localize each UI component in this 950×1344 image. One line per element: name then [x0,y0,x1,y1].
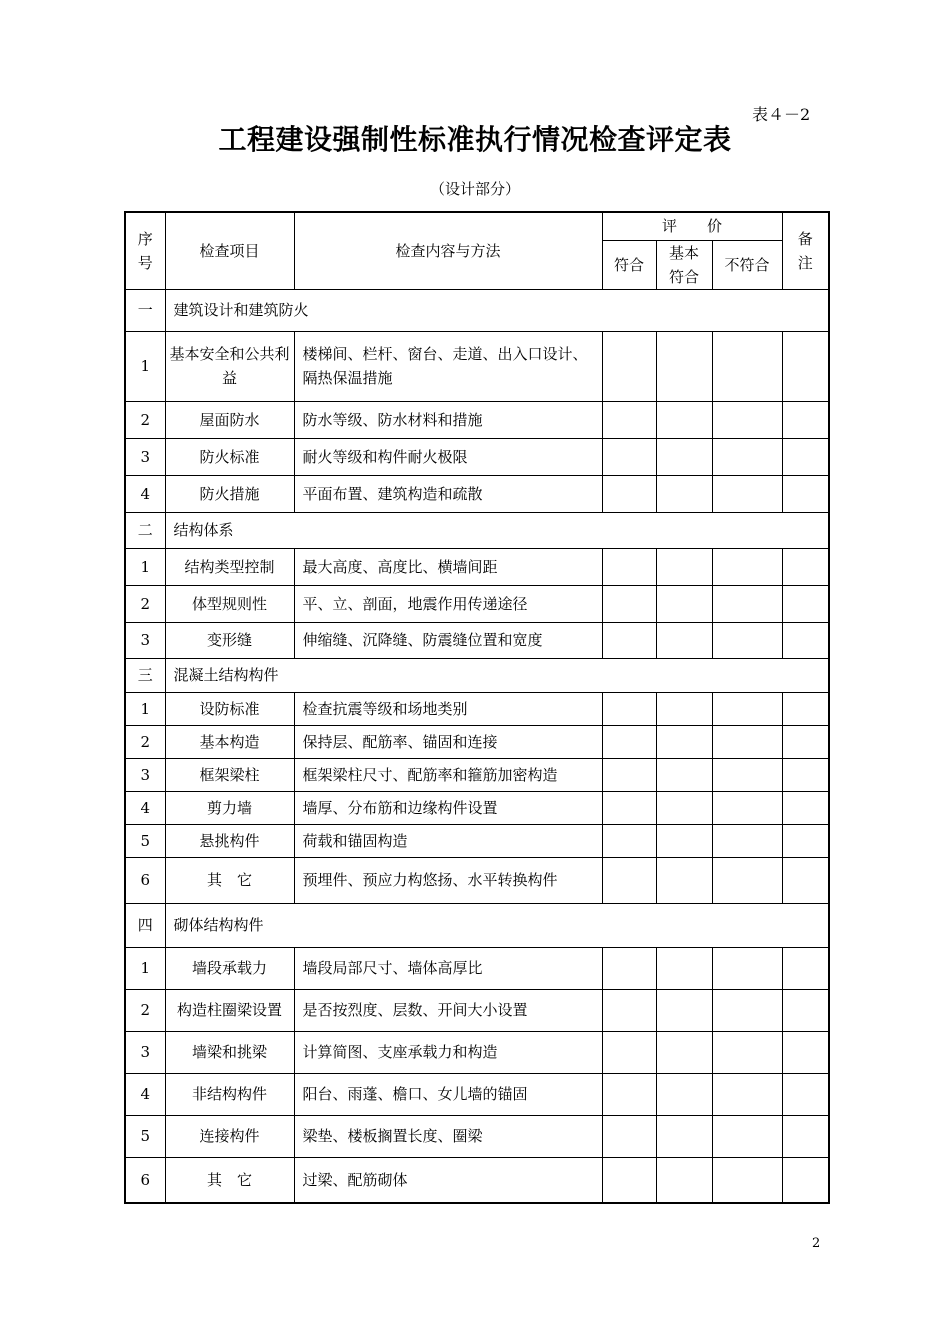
section-row [125,903,829,947]
section-title: 结构体系 [165,512,829,548]
section-row [125,289,829,331]
nonconform-cell[interactable] [712,791,782,824]
nonconform-cell[interactable] [712,475,782,512]
row-content: 最大高度、高度比、横墙间距 [294,548,602,585]
section-number: 三 [125,658,165,692]
page-number: 2 [812,1236,821,1251]
header-nonconform: 不符合 [712,240,782,289]
row-content: 框架梁柱尺寸、配筋率和箍筋加密构造 [294,758,602,791]
row-item: 非结构构件 [165,1073,294,1115]
note-cell[interactable] [782,331,829,401]
row-number: 4 [125,1073,165,1115]
row-number: 2 [125,725,165,758]
note-cell[interactable] [782,1115,829,1157]
conform-cell[interactable] [602,1157,656,1203]
note-cell[interactable] [782,475,829,512]
table-row [125,1157,829,1203]
nonconform-cell[interactable] [712,857,782,903]
nonconform-cell[interactable] [712,585,782,622]
table-row [125,1115,829,1157]
header-basic [656,240,712,289]
nonconform-cell[interactable] [712,1157,782,1203]
table-row [125,692,829,725]
table-row [125,758,829,791]
row-item: 屋面防水 [165,401,294,438]
row-content: 平面布置、建筑构造和疏散 [294,475,602,512]
basic-cell[interactable] [656,725,712,758]
note-cell[interactable] [782,622,829,658]
table-row [125,1031,829,1073]
basic-cell[interactable] [656,1031,712,1073]
row-number: 3 [125,1031,165,1073]
basic-cell[interactable] [656,331,712,401]
row-number: 2 [125,401,165,438]
row-item: 框架梁柱 [165,758,294,791]
row-number: 3 [125,622,165,658]
row-content: 阳台、雨蓬、檐口、女儿墙的锚固 [294,1073,602,1115]
row-item: 悬挑构件 [165,824,294,857]
basic-cell[interactable] [656,438,712,475]
row-content: 防水等级、防水材料和措施 [294,401,602,438]
row-item: 其 它 [165,857,294,903]
basic-cell[interactable] [656,1157,712,1203]
conform-cell[interactable] [602,758,656,791]
table-row [125,438,829,475]
nonconform-cell[interactable] [712,401,782,438]
basic-cell[interactable] [656,758,712,791]
header-seq [125,212,165,289]
table-row [125,947,829,989]
note-cell[interactable] [782,947,829,989]
row-content: 荷载和锚固构造 [294,824,602,857]
nonconform-cell[interactable] [712,622,782,658]
row-item: 基本构造 [165,725,294,758]
note-cell[interactable] [782,857,829,903]
basic-cell[interactable] [656,791,712,824]
basic-cell[interactable] [656,824,712,857]
nonconform-cell[interactable] [712,824,782,857]
nonconform-cell[interactable] [712,758,782,791]
conform-cell[interactable] [602,548,656,585]
section-row [125,512,829,548]
row-item: 墙梁和挑梁 [165,1031,294,1073]
table-number: 表４－2 [752,105,811,124]
basic-cell[interactable] [656,857,712,903]
conform-cell[interactable] [602,401,656,438]
table-row [125,857,829,903]
basic-cell[interactable] [656,622,712,658]
basic-cell[interactable] [656,401,712,438]
note-cell[interactable] [782,585,829,622]
row-item: 墙段承载力 [165,947,294,989]
table-row [125,622,829,658]
note-cell[interactable] [782,401,829,438]
conform-cell[interactable] [602,824,656,857]
row-number: 3 [125,438,165,475]
table-row [125,1073,829,1115]
basic-cell[interactable] [656,585,712,622]
row-number: 2 [125,585,165,622]
basic-cell[interactable] [656,692,712,725]
conform-cell[interactable] [602,438,656,475]
header-seq-label: 序号 [137,229,153,272]
note-cell[interactable] [782,1157,829,1203]
row-item: 基本安全和公共利益 [165,331,294,401]
conform-cell[interactable] [602,331,656,401]
row-item: 防火措施 [165,475,294,512]
header-content: 检查内容与方法 [294,212,602,289]
section-title: 砌体结构构件 [165,903,829,947]
row-content: 墙段局部尺寸、墙体高厚比 [294,947,602,989]
row-number: 5 [125,824,165,857]
row-item: 结构类型控制 [165,548,294,585]
conform-cell[interactable] [602,1115,656,1157]
row-content: 是否按烈度、层数、开间大小设置 [294,989,602,1031]
header-item: 检查项目 [165,212,294,289]
table-row [125,585,829,622]
row-item: 设防标准 [165,692,294,725]
section-title: 建筑设计和建筑防火 [165,289,829,331]
nonconform-cell[interactable] [712,438,782,475]
row-number: 6 [125,1157,165,1203]
note-cell[interactable] [782,692,829,725]
table-row [125,791,829,824]
note-cell[interactable] [782,1031,829,1073]
nonconform-cell[interactable] [712,989,782,1031]
conform-cell[interactable] [602,622,656,658]
note-cell[interactable] [782,725,829,758]
conform-cell[interactable] [602,857,656,903]
section-number: 一 [125,289,165,331]
row-content: 伸缩缝、沉降缝、防震缝位置和宽度 [294,622,602,658]
row-number: 3 [125,758,165,791]
conform-cell[interactable] [602,1073,656,1115]
row-number: 4 [125,791,165,824]
row-number: 6 [125,857,165,903]
section-number: 二 [125,512,165,548]
row-number: 1 [125,692,165,725]
row-number: 5 [125,1115,165,1157]
basic-cell[interactable] [656,1115,712,1157]
row-item: 防火标准 [165,438,294,475]
conform-cell[interactable] [602,692,656,725]
row-item: 剪力墙 [165,791,294,824]
row-content: 平、立、剖面，地震作用传递途径 [294,585,602,622]
basic-cell[interactable] [656,475,712,512]
row-content: 保持层、配筋率、锚固和连接 [294,725,602,758]
nonconform-cell[interactable] [712,1073,782,1115]
table-row [125,475,829,512]
basic-cell[interactable] [656,989,712,1031]
conform-cell[interactable] [602,725,656,758]
note-cell[interactable] [782,548,829,585]
row-content: 预埋件、预应力构悠扬、水平转换构件 [294,857,602,903]
row-content: 检查抗震等级和场地类别 [294,692,602,725]
table-row [125,989,829,1031]
note-cell[interactable] [782,791,829,824]
table-row [125,331,829,401]
note-cell[interactable] [782,989,829,1031]
table-row [125,824,829,857]
section-number: 四 [125,903,165,947]
header-note-label: 备注 [797,229,813,272]
header-eval: 评 价 [602,212,782,240]
row-item: 连接构件 [165,1115,294,1157]
row-content: 墙厚、分布筋和边缘构件设置 [294,791,602,824]
nonconform-cell[interactable] [712,692,782,725]
nonconform-cell[interactable] [712,1031,782,1073]
basic-cell[interactable] [656,947,712,989]
basic-cell[interactable] [656,1073,712,1115]
table-row [125,725,829,758]
conform-cell[interactable] [602,989,656,1031]
conform-cell[interactable] [602,585,656,622]
row-content: 耐火等级和构件耐火极限 [294,438,602,475]
row-item: 体型规则性 [165,585,294,622]
inspection-table [124,211,830,1204]
row-item: 构造柱圈梁设置 [165,989,294,1031]
header-conform: 符合 [602,240,656,289]
header-row [125,212,829,240]
row-item: 变形缝 [165,622,294,658]
nonconform-cell[interactable] [712,548,782,585]
section-title: 混凝土结构构件 [165,658,829,692]
row-content: 计算简图、支座承载力和构造 [294,1031,602,1073]
table-body [125,212,829,1203]
nonconform-cell[interactable] [712,725,782,758]
row-number: 2 [125,989,165,1031]
basic-cell[interactable] [656,548,712,585]
table-row [125,401,829,438]
note-cell[interactable] [782,438,829,475]
note-cell[interactable] [782,1073,829,1115]
row-content: 楼梯间、栏杆、窗台、走道、出入口设计、隔热保温措施 [294,331,602,401]
section-row [125,658,829,692]
page-subtitle: （设计部分） [429,180,520,198]
note-cell[interactable] [782,824,829,857]
row-content: 过梁、配筋砌体 [294,1157,602,1203]
row-content: 梁垫、楼板搁置长度、圈梁 [294,1115,602,1157]
table-row [125,548,829,585]
row-number: 4 [125,475,165,512]
row-number: 1 [125,548,165,585]
conform-cell[interactable] [602,1031,656,1073]
page-title: 工程建设强制性标准执行情况检查评定表 [218,123,732,156]
nonconform-cell[interactable] [712,331,782,401]
nonconform-cell[interactable] [712,1115,782,1157]
conform-cell[interactable] [602,947,656,989]
conform-cell[interactable] [602,791,656,824]
note-cell[interactable] [782,758,829,791]
conform-cell[interactable] [602,475,656,512]
header-basic-label: 基本符合 [669,243,700,286]
header-note [782,212,829,289]
row-number: 1 [125,947,165,989]
row-item: 其 它 [165,1157,294,1203]
nonconform-cell[interactable] [712,947,782,989]
row-number: 1 [125,331,165,401]
